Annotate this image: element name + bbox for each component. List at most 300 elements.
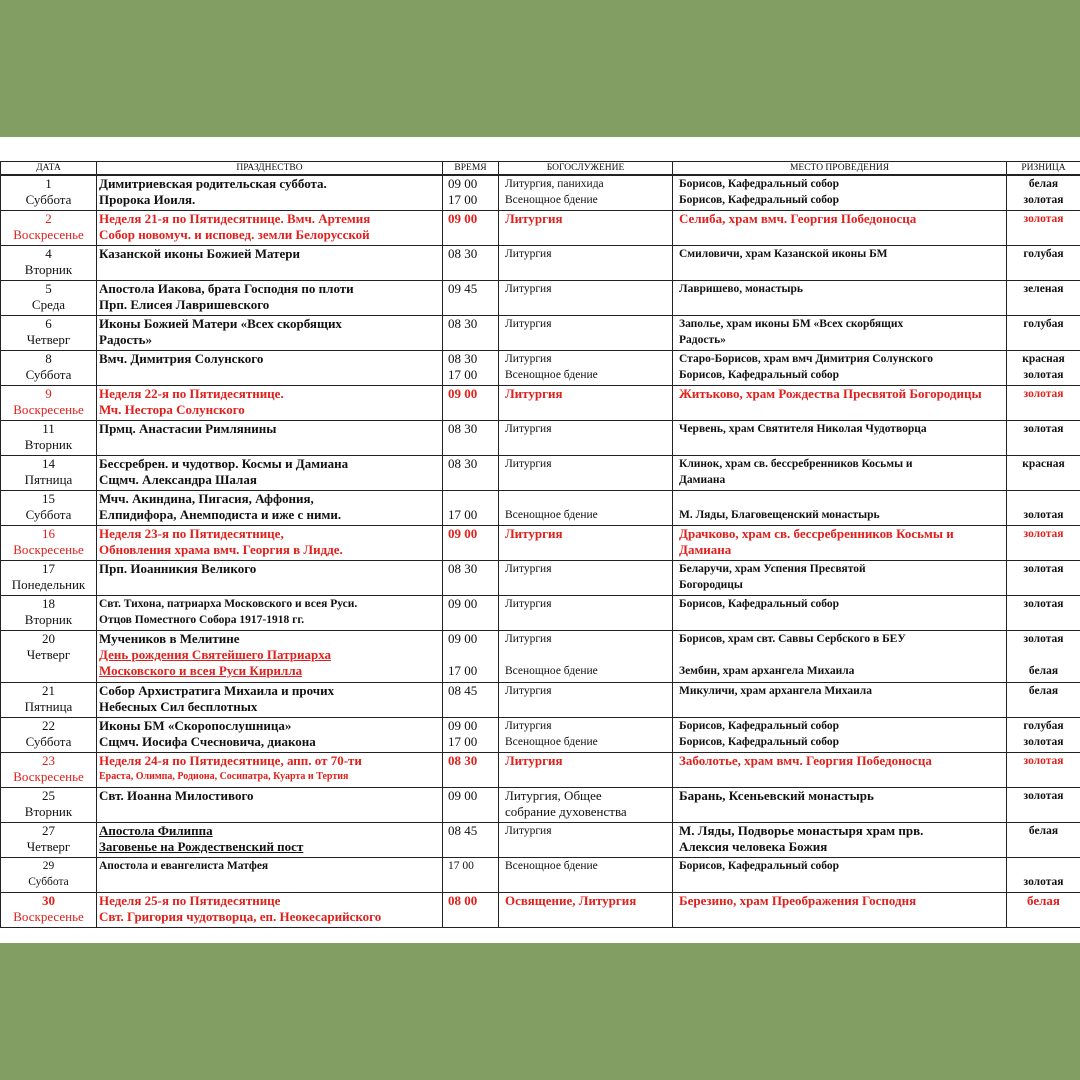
place-value: Старо-Борисов, храм вмч Димитрия Солунского — [679, 352, 934, 365]
date-number: 18 — [42, 595, 55, 611]
feast-line: Собор Архистратига Михаила и прочих — [99, 682, 335, 698]
day-of-week: Суббота — [25, 506, 72, 522]
service-cell — [499, 245, 673, 280]
place-value: Заполье, храм иконы БМ «Всех скорбящих — [679, 317, 904, 330]
feast-line: Иконы БМ «Скоропослушница» — [99, 717, 292, 733]
vestment-cell — [1007, 822, 1080, 857]
spacer — [679, 647, 1004, 663]
place-cell — [673, 682, 1007, 717]
time-value: 08 30 — [448, 752, 478, 768]
service-value: Литургия — [505, 752, 563, 768]
time-cell — [443, 315, 499, 350]
service-cell — [499, 175, 673, 210]
spacer — [505, 491, 670, 507]
place-cell — [673, 245, 1007, 280]
vestment-value: голубая — [1023, 719, 1064, 732]
vestment-cell — [1007, 455, 1080, 490]
feast-cell — [97, 210, 443, 245]
vestment-value: золотая — [1023, 387, 1064, 400]
time-value: 08 00 — [448, 892, 478, 908]
service-cell — [499, 630, 673, 682]
day-of-week: Суббота — [28, 875, 69, 888]
place-value: Богородицы — [679, 578, 743, 591]
feast-cell — [97, 857, 443, 892]
feast-line: Мч. Нестора Солунского — [99, 401, 245, 417]
service-cell — [499, 210, 673, 245]
date-cell — [1, 175, 97, 210]
header-time: ВРЕМЯ — [443, 162, 499, 176]
date-cell — [1, 857, 97, 892]
feast-line: Пророка Иоиля. — [99, 192, 196, 207]
vestment-cell — [1007, 630, 1080, 682]
feast-line: Небесных Сил бесплотных — [99, 698, 258, 714]
vestment-cell — [1007, 752, 1080, 787]
day-of-week: Воскресенье — [13, 768, 84, 784]
place-value: Лавришево, монастырь — [679, 282, 804, 295]
feast-line: Неделя 21-я по Пятидесятнице. Вмч. Артемия — [99, 210, 371, 226]
place-cell — [673, 560, 1007, 595]
date-number: 30 — [42, 892, 55, 908]
header-vestment: РИЗНИЦА — [1007, 162, 1080, 176]
table-row — [1, 682, 1080, 717]
date-cell — [1, 455, 97, 490]
place-value: Радость» — [679, 333, 726, 346]
place-value: М. Ляды, Подворье монастыря храм прв. — [679, 822, 924, 838]
feast-cell — [97, 787, 443, 822]
header-place: МЕСТО ПРОВЕДЕНИЯ — [673, 162, 1007, 176]
day-of-week: Воскресенье — [13, 541, 84, 557]
place-cell — [673, 385, 1007, 420]
place-value: Борисов, Кафедральный собор — [679, 719, 840, 732]
place-value: Заболотье, храм вмч. Георгия Победоносца — [679, 752, 932, 768]
feast-line: Собор новомуч. и исповед. земли Белорусской — [99, 226, 370, 242]
time-value: 08 30 — [448, 350, 478, 366]
time-value: 09 00 — [448, 525, 478, 541]
service-cell — [499, 717, 673, 752]
time-value: 08 30 — [448, 315, 478, 331]
date-cell — [1, 490, 97, 525]
table-row — [1, 525, 1080, 560]
vestment-cell — [1007, 525, 1080, 560]
place-cell — [673, 857, 1007, 892]
feast-cell — [97, 717, 443, 752]
feast-line: Елпидифора, Анемподиста и иже с ними. — [99, 506, 342, 522]
header-date: ДАТА — [1, 162, 97, 176]
place-value: Зембин, храм архангела Михаила — [679, 664, 855, 677]
service-value: Литургия — [505, 247, 552, 260]
spacer — [679, 491, 1004, 507]
feast-cell — [97, 595, 443, 630]
date-number: 8 — [45, 350, 52, 366]
feast-line: Казанской иконы Божией Матери — [99, 245, 301, 261]
table-row — [1, 717, 1080, 752]
place-value: Барань, Ксеньевский монастырь — [679, 787, 874, 803]
date-cell — [1, 787, 97, 822]
table-row — [1, 175, 1080, 210]
service-value: Литургия — [505, 597, 552, 610]
vestment-value: белая — [1028, 664, 1059, 677]
date-number: 6 — [45, 315, 52, 331]
time-value: 17 00 — [448, 506, 478, 522]
place-cell — [673, 822, 1007, 857]
service-cell — [499, 280, 673, 315]
time-value: 09 45 — [448, 280, 478, 296]
time-cell — [443, 525, 499, 560]
vestment-value: золотая — [1023, 789, 1064, 802]
vestment-cell — [1007, 210, 1080, 245]
time-cell — [443, 752, 499, 787]
table-row — [1, 385, 1080, 420]
place-value: Дамиана — [679, 541, 732, 557]
service-cell — [499, 560, 673, 595]
time-value: 17 00 — [448, 859, 474, 872]
time-value: 09 00 — [448, 210, 478, 226]
service-cell — [499, 455, 673, 490]
time-value: 08 30 — [448, 245, 478, 261]
time-cell — [443, 175, 499, 210]
feast-line: Свт. Иоанна Милостивого — [99, 787, 254, 803]
spacer — [448, 647, 496, 663]
vestment-value: красная — [1022, 457, 1065, 470]
service-value: Всенощное бдение — [505, 508, 598, 521]
service-value: Литургия — [505, 385, 563, 401]
date-number: 25 — [42, 787, 55, 803]
vestment-value: белая — [1027, 892, 1060, 908]
date-number: 11 — [42, 420, 55, 436]
service-value: Литургия — [505, 562, 552, 575]
time-cell — [443, 857, 499, 892]
place-value: Борисов, Кафедральный собор — [679, 368, 840, 381]
date-cell — [1, 595, 97, 630]
service-cell — [499, 752, 673, 787]
vestment-value: золотая — [1023, 735, 1064, 748]
feast-line-highlight: Московского и всея Руси Кирилла — [99, 662, 303, 678]
vestment-value: белая — [1028, 824, 1059, 837]
place-value: Алексия человека Божия — [679, 838, 828, 854]
date-number: 23 — [42, 752, 55, 768]
feast-line: Сщмч. Иосифа Счесновича, диакона — [99, 733, 316, 749]
feast-cell — [97, 560, 443, 595]
date-cell — [1, 385, 97, 420]
feast-line: Неделя 25-я по Пятидесятнице — [99, 892, 281, 908]
vestment-cell — [1007, 857, 1080, 892]
vestment-value: золотая — [1023, 368, 1064, 381]
time-value: 17 00 — [448, 366, 478, 382]
date-number: 9 — [45, 385, 52, 401]
date-cell — [1, 822, 97, 857]
date-cell — [1, 525, 97, 560]
service-cell — [499, 350, 673, 385]
vestment-value: золотая — [1023, 754, 1064, 767]
service-value: Всенощное бдение — [505, 735, 598, 748]
vestment-cell — [1007, 350, 1080, 385]
vestment-value: золотая — [1023, 422, 1064, 435]
service-value: Литургия — [505, 282, 552, 295]
service-cell — [499, 315, 673, 350]
table-row — [1, 420, 1080, 455]
feast-line: Димитриевская родительская суббота. — [99, 176, 327, 191]
time-cell — [443, 280, 499, 315]
feast-line: Ераста, Олимпа, Родиона, Сосипатра, Куарта и Тертия — [99, 770, 349, 782]
time-value: 09 00 — [448, 385, 478, 401]
service-cell — [499, 892, 673, 927]
table-row — [1, 752, 1080, 787]
time-value: 09 00 — [448, 176, 478, 191]
place-value: Борисов, храм свт. Саввы Сербского в БЕУ — [679, 632, 906, 645]
spacer — [1009, 491, 1078, 507]
feast-line: Заговенье на Рождественский пост — [99, 838, 304, 854]
table-row — [1, 787, 1080, 822]
time-value: 17 00 — [448, 733, 478, 749]
time-cell — [443, 210, 499, 245]
vestment-cell — [1007, 245, 1080, 280]
day-of-week: Пятница — [24, 471, 73, 487]
service-value: Литургия — [505, 525, 563, 541]
place-value: Житьково, храм Рождества Пресвятой Богородицы — [679, 385, 982, 401]
feast-line: Апостола Иакова, брата Господня по плоти — [99, 280, 354, 296]
time-cell — [443, 490, 499, 525]
table-row — [1, 595, 1080, 630]
service-value: Литургия — [505, 352, 552, 365]
place-cell — [673, 315, 1007, 350]
time-cell — [443, 385, 499, 420]
schedule-table — [0, 161, 1080, 928]
feast-cell — [97, 420, 443, 455]
table-row — [1, 280, 1080, 315]
feast-line: Прп. Иоанникия Великого — [99, 560, 257, 576]
vestment-value: голубая — [1023, 317, 1064, 330]
vestment-cell — [1007, 420, 1080, 455]
vestment-cell — [1007, 595, 1080, 630]
time-cell — [443, 682, 499, 717]
feast-cell — [97, 350, 443, 385]
date-cell — [1, 892, 97, 927]
table-row — [1, 210, 1080, 245]
feast-cell — [97, 490, 443, 525]
feast-cell — [97, 682, 443, 717]
schedule-sheet — [0, 137, 1080, 943]
spacer — [505, 647, 670, 663]
feast-line: Мчч. Акиндина, Пигасия, Аффония, — [99, 490, 314, 506]
vestment-value: золотая — [1023, 212, 1064, 225]
day-of-week: Вторник — [24, 611, 73, 627]
time-cell — [443, 595, 499, 630]
vestment-cell — [1007, 315, 1080, 350]
time-cell — [443, 892, 499, 927]
date-number: 2 — [45, 210, 52, 226]
date-cell — [1, 280, 97, 315]
time-value: 09 00 — [448, 787, 478, 803]
service-cell — [499, 787, 673, 822]
feast-line: Вмч. Димитрия Солунского — [99, 350, 264, 366]
service-cell — [499, 385, 673, 420]
feast-line: Неделя 23-я по Пятидесятнице, — [99, 525, 284, 541]
feast-cell — [97, 175, 443, 210]
time-cell — [443, 717, 499, 752]
day-of-week: Воскресенье — [13, 226, 84, 242]
feast-line: Апостола Филиппа — [99, 822, 213, 838]
feast-line: Иконы Божией Матери «Всех скорбящих — [99, 315, 342, 331]
vestment-value: золотая — [1023, 527, 1064, 540]
place-cell — [673, 455, 1007, 490]
place-cell — [673, 787, 1007, 822]
service-cell — [499, 420, 673, 455]
spacer — [448, 491, 496, 507]
date-number: 27 — [42, 822, 55, 838]
feast-line: Отцов Поместного Собора 1917-1918 гг. — [99, 613, 305, 626]
feast-line: Сщмч. Александра Шалая — [99, 471, 257, 487]
service-value: Литургия — [505, 719, 552, 732]
time-cell — [443, 455, 499, 490]
place-value: Борисов, Кафедральный собор — [679, 178, 840, 190]
table-row — [1, 857, 1080, 892]
date-cell — [1, 210, 97, 245]
place-cell — [673, 717, 1007, 752]
time-value: 17 00 — [448, 662, 478, 678]
day-of-week: Воскресенье — [13, 908, 84, 924]
place-value: Клинок, храм св. бессребренников Косьмы и — [679, 457, 913, 470]
date-number: 22 — [42, 717, 55, 733]
date-cell — [1, 560, 97, 595]
feast-line: Неделя 22-я по Пятидесятнице. — [99, 385, 284, 401]
vestment-cell — [1007, 892, 1080, 927]
vestment-value: золотая — [1023, 562, 1064, 575]
day-of-week: Вторник — [24, 803, 73, 819]
day-of-week: Суббота — [25, 192, 72, 207]
day-of-week: Суббота — [25, 366, 72, 382]
service-value: Освящение, Литургия — [505, 892, 637, 908]
place-value: Беларучи, храм Успения Пресвятой — [679, 562, 866, 575]
service-cell — [499, 490, 673, 525]
time-cell — [443, 630, 499, 682]
vestment-cell — [1007, 490, 1080, 525]
service-value: Литургия, панихида — [505, 178, 604, 190]
table-row — [1, 560, 1080, 595]
service-value: Литургия — [505, 210, 563, 226]
date-cell — [1, 420, 97, 455]
feast-cell — [97, 315, 443, 350]
feast-line: Бессребрен. и чудотвор. Космы и Дамиана — [99, 455, 349, 471]
feast-line: Прмц. Анастасии Римлянины — [99, 420, 277, 436]
time-value: 08 30 — [448, 420, 478, 436]
day-of-week: Среда — [31, 296, 66, 312]
feast-line: Радость» — [99, 331, 153, 347]
feast-cell — [97, 455, 443, 490]
service-value: собрание духовенства — [505, 803, 627, 819]
time-cell — [443, 787, 499, 822]
place-value: М. Ляды, Благовещенский монастырь — [679, 508, 880, 521]
date-cell — [1, 350, 97, 385]
vestment-value: зеленая — [1023, 282, 1064, 295]
place-value: Борисов, Кафедральный собор — [679, 597, 840, 610]
day-of-week: Воскресенье — [13, 401, 84, 417]
place-cell — [673, 420, 1007, 455]
place-value: Дамиана — [679, 473, 726, 486]
time-value: 09 00 — [448, 595, 478, 611]
vestment-cell — [1007, 175, 1080, 210]
vestment-value: белая — [1028, 178, 1059, 190]
service-value: Литургия — [505, 457, 552, 470]
date-number: 5 — [45, 280, 52, 296]
date-number: 21 — [42, 682, 55, 698]
vestment-value: белая — [1028, 684, 1059, 697]
place-value: Борисов, Кафедральный собор — [679, 194, 840, 206]
date-number: 15 — [42, 490, 55, 506]
time-cell — [443, 420, 499, 455]
header-service: БОГОСЛУЖЕНИЕ — [499, 162, 673, 176]
day-of-week: Понедельник — [11, 576, 86, 592]
date-number: 1 — [45, 176, 52, 191]
place-cell — [673, 490, 1007, 525]
day-of-week: Пятница — [24, 698, 73, 714]
feast-line: Обновления храма вмч. Георгия в Лидде. — [99, 541, 343, 557]
time-value: 09 00 — [448, 630, 478, 646]
vestment-value: золотая — [1023, 508, 1064, 521]
time-value: 17 00 — [448, 192, 478, 207]
feast-line-highlight: День рождения Святейшего Патриарха — [99, 646, 332, 662]
table-row — [1, 630, 1080, 682]
service-value: Всенощное бдение — [505, 664, 598, 677]
place-cell — [673, 175, 1007, 210]
vestment-value: золотая — [1023, 632, 1064, 645]
vestment-value: красная — [1022, 352, 1065, 365]
feast-line: Прп. Елисея Лавришевского — [99, 296, 270, 312]
service-cell — [499, 822, 673, 857]
service-value: Литургия, Общее — [505, 787, 602, 803]
time-value: 08 45 — [448, 682, 478, 698]
feast-cell — [97, 385, 443, 420]
service-value: Литургия — [505, 632, 552, 645]
day-of-week: Четверг — [26, 838, 71, 854]
vestment-value: голубая — [1023, 247, 1064, 260]
service-cell — [499, 595, 673, 630]
place-cell — [673, 280, 1007, 315]
place-cell — [673, 350, 1007, 385]
place-cell — [673, 210, 1007, 245]
day-of-week: Вторник — [24, 436, 73, 452]
feast-line: Апостола и евангелиста Матфея — [99, 859, 269, 872]
table-row — [1, 315, 1080, 350]
place-cell — [673, 525, 1007, 560]
feast-cell — [97, 630, 443, 682]
day-of-week: Вторник — [24, 261, 73, 277]
place-value: Смиловичи, храм Казанской иконы БМ — [679, 247, 888, 260]
date-number: 17 — [42, 560, 55, 576]
date-cell — [1, 717, 97, 752]
service-cell — [499, 682, 673, 717]
date-number: 16 — [42, 525, 55, 541]
place-value: Микуличи, храм архангела Михаила — [679, 684, 872, 697]
header-feast: ПРАЗДНЕСТВО — [97, 162, 443, 176]
vestment-value: золотая — [1023, 875, 1064, 888]
place-value: Березино, храм Преображения Господня — [679, 892, 917, 908]
time-cell — [443, 245, 499, 280]
service-value: Литургия — [505, 824, 552, 837]
place-cell — [673, 752, 1007, 787]
date-number: 20 — [42, 630, 55, 646]
place-value: Червень, храм Святителя Николая Чудотворца — [679, 422, 927, 435]
vestment-value: золотая — [1023, 597, 1064, 610]
date-cell — [1, 315, 97, 350]
table-row — [1, 892, 1080, 927]
spacer — [1009, 858, 1078, 874]
spacer — [1009, 647, 1078, 663]
date-number: 4 — [45, 245, 52, 261]
feast-cell — [97, 280, 443, 315]
day-of-week: Четверг — [26, 331, 71, 347]
day-of-week: Суббота — [25, 733, 72, 749]
place-value: Селиба, храм вмч. Георгия Победоносца — [679, 210, 917, 226]
